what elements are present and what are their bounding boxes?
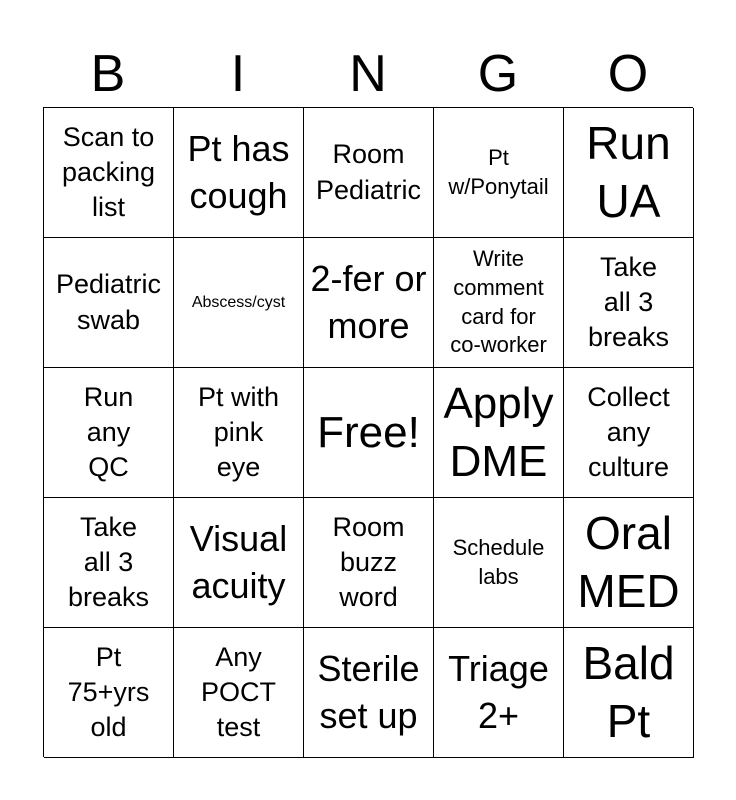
cell-text: Pt with pink eye — [197, 381, 280, 483]
bingo-cell[interactable] — [304, 628, 434, 758]
header-letter-o: O — [607, 45, 649, 103]
header-letter-n: N — [349, 45, 387, 103]
cell-text: Pt w/Ponytail — [448, 144, 549, 199]
bingo-cell[interactable] — [44, 108, 174, 238]
bingo-cell[interactable] — [434, 108, 564, 238]
bingo-cell[interactable] — [304, 238, 434, 368]
cell-text: Run any QC — [83, 381, 134, 483]
cell-text: Any POCT test — [200, 641, 276, 743]
bingo-cell[interactable] — [174, 498, 304, 628]
bingo-cell[interactable] — [174, 108, 304, 238]
bingo-cell[interactable] — [174, 238, 304, 368]
bingo-cell[interactable] — [434, 498, 564, 628]
cell-text: Visual acuity — [189, 517, 288, 606]
free-space-cell[interactable] — [304, 368, 434, 498]
bingo-cell[interactable] — [434, 628, 564, 758]
cell-text: Run UA — [586, 117, 671, 227]
bingo-cell[interactable] — [564, 238, 694, 368]
bingo-cell[interactable] — [564, 498, 694, 628]
header-letter-g: G — [477, 45, 519, 103]
bingo-cell[interactable] — [434, 368, 564, 498]
bingo-cell[interactable] — [174, 368, 304, 498]
bingo-cell[interactable] — [44, 368, 174, 498]
bingo-cell[interactable] — [564, 368, 694, 498]
cell-text: Scan to packing list — [61, 121, 156, 223]
cell-text: Sterile set up — [317, 647, 420, 736]
cell-text: Bald Pt — [582, 637, 675, 747]
cell-text: Free! — [317, 407, 420, 457]
cell-text: Pediatric swab — [55, 269, 162, 335]
cell-text: Write comment card for co-worker — [450, 246, 547, 358]
cell-text: Triage 2+ — [448, 647, 549, 736]
bingo-cell[interactable] — [564, 628, 694, 758]
cell-text: Room buzz word — [332, 511, 405, 613]
bingo-cell[interactable] — [564, 108, 694, 238]
cell-text: Schedule labs — [452, 534, 545, 589]
bingo-cell[interactable] — [44, 498, 174, 628]
bingo-cell[interactable] — [44, 628, 174, 758]
bingo-header — [43, 40, 693, 108]
cell-text: Abscess/cyst — [191, 293, 286, 311]
cell-text: Pt has cough — [187, 127, 290, 216]
bingo-board — [43, 107, 693, 757]
cell-text: Room Pediatric — [315, 139, 422, 205]
bingo-cell[interactable] — [434, 238, 564, 368]
bingo-cell[interactable] — [174, 628, 304, 758]
cell-text: Pt 75+yrs old — [67, 641, 150, 743]
cell-text: 2-fer or more — [310, 257, 427, 346]
header-letter-b: B — [90, 45, 126, 103]
bingo-cell[interactable] — [304, 108, 434, 238]
cell-text: Oral MED — [577, 507, 680, 617]
bingo-cell[interactable] — [44, 238, 174, 368]
cell-text: Take all 3 breaks — [587, 251, 670, 353]
cell-text: Take all 3 breaks — [67, 511, 150, 613]
bingo-cell[interactable] — [304, 498, 434, 628]
header-letter-i: I — [230, 45, 246, 103]
cell-text: Apply DME — [443, 379, 554, 486]
cell-text: Collect any culture — [587, 381, 670, 483]
